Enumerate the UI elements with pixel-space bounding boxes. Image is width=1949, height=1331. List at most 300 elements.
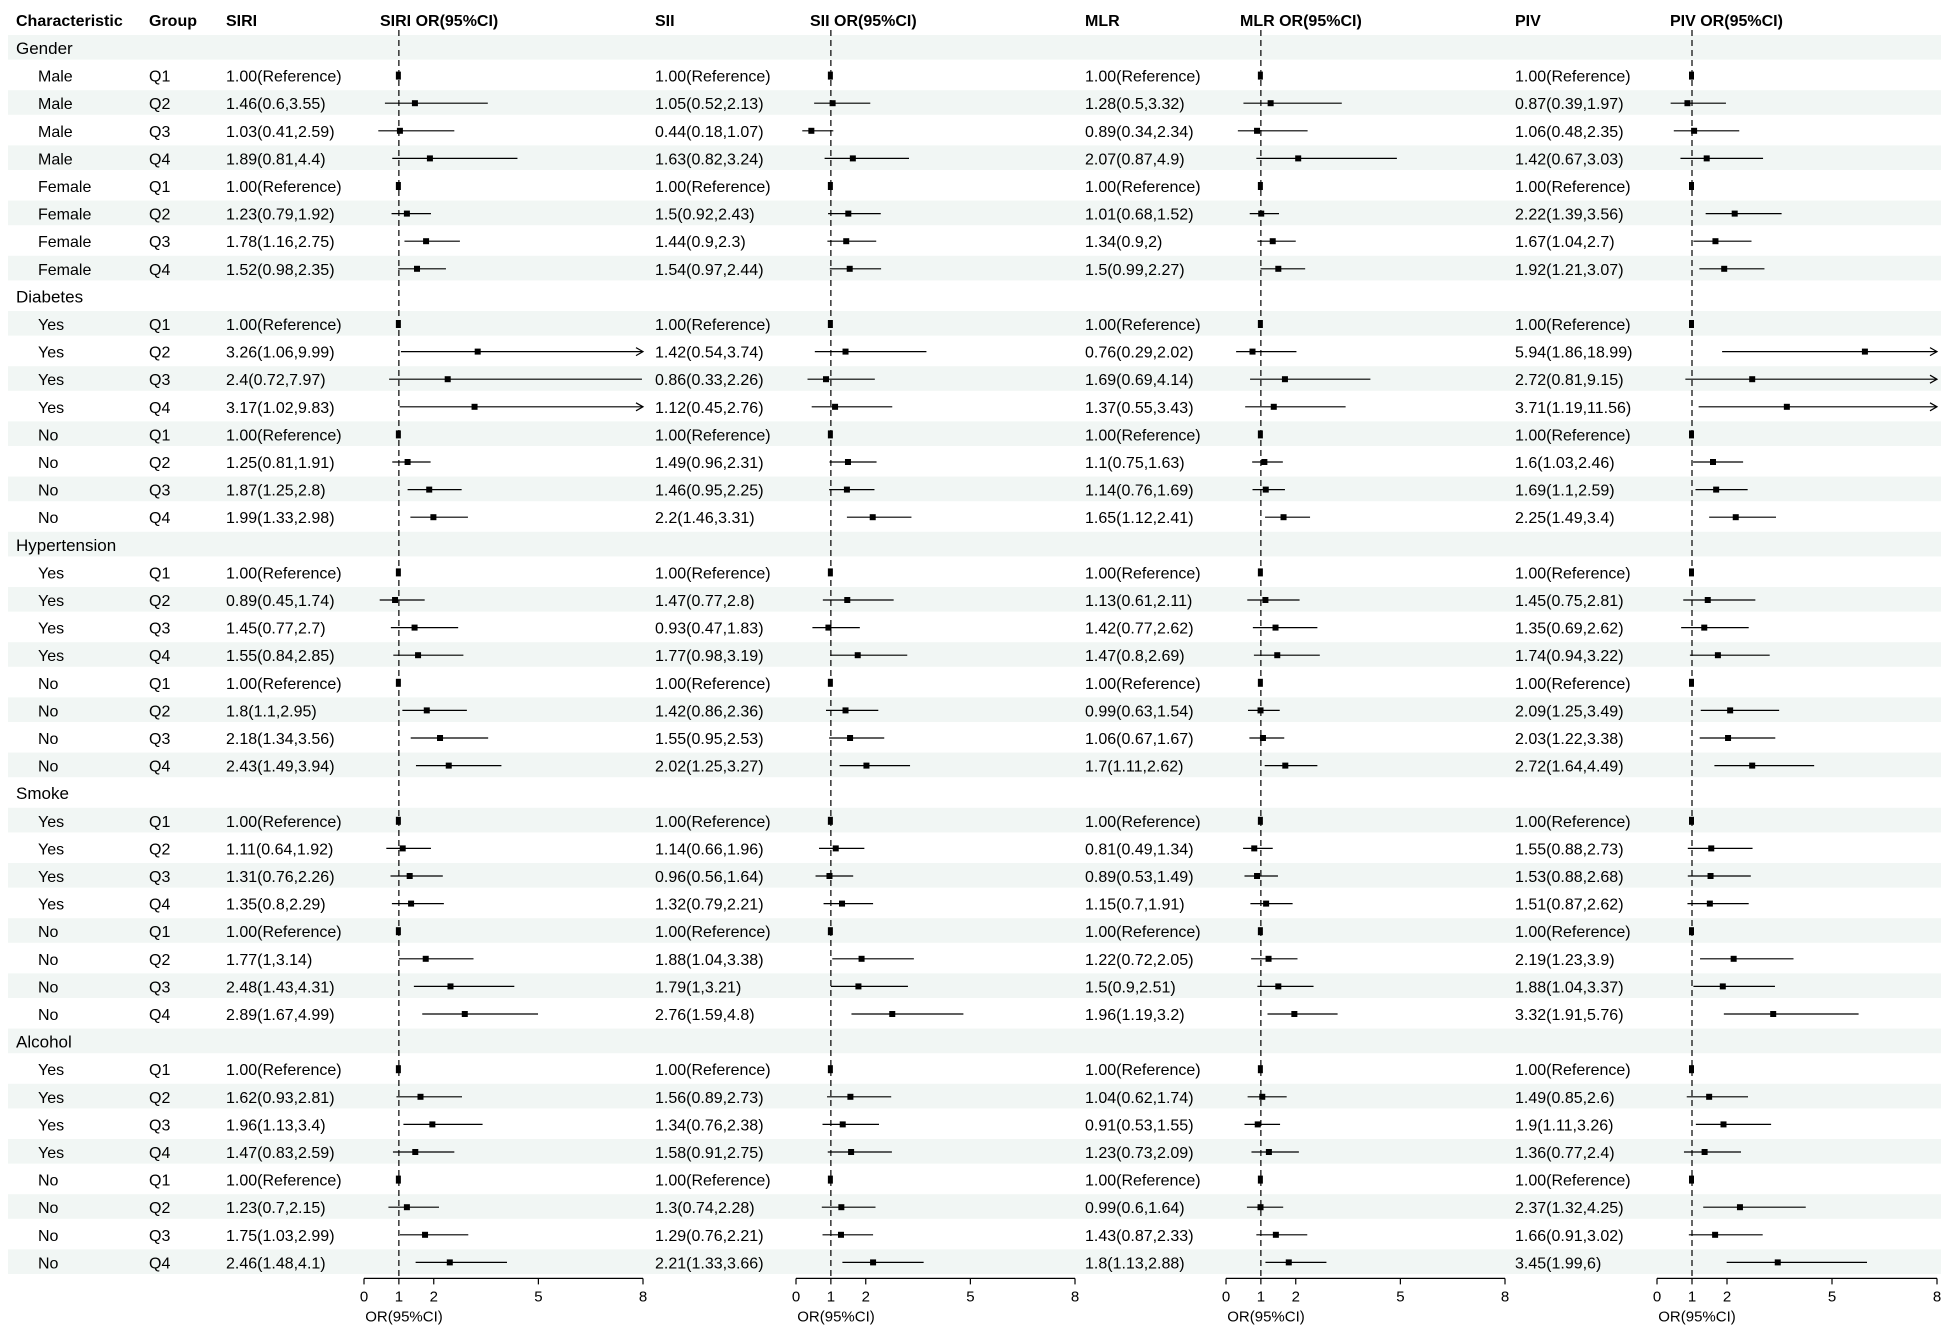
point-estimate (1721, 266, 1727, 272)
x-tick-label: 2 (861, 1288, 870, 1306)
subgroup-label: Female (38, 261, 92, 279)
x-tick-label: 5 (1827, 1288, 1837, 1306)
column-header: Characteristic (16, 13, 123, 30)
quartile-label: Q2 (149, 593, 171, 610)
subgroup-label: No (38, 1007, 59, 1024)
or-value-text: 1.52(0.98,2.35) (226, 261, 335, 279)
or-value-text: 1.00(Reference) (1085, 427, 1201, 445)
point-estimate (1727, 707, 1733, 713)
point-estimate (437, 735, 443, 741)
quartile-label: Q4 (149, 648, 171, 666)
subgroup-label: No (38, 951, 59, 969)
or-value-text: 1.00(Reference) (655, 317, 771, 334)
point-estimate (1255, 1121, 1261, 1127)
or-value-text: 2.76(1.59,4.8) (655, 1007, 755, 1024)
point-estimate (843, 349, 849, 355)
point-estimate (850, 155, 856, 161)
point-estimate (1268, 100, 1274, 106)
subgroup-label: Yes (38, 1145, 65, 1162)
point-estimate (1707, 901, 1713, 907)
point-estimate (1737, 1204, 1743, 1210)
subgroup-label: No (38, 510, 59, 528)
point-estimate (1749, 376, 1755, 382)
or-value-text: 1.00(Reference) (655, 813, 771, 831)
point-estimate (1259, 1094, 1265, 1100)
or-value-text: 1.44(0.9,2.3) (655, 234, 746, 252)
quartile-label: Q4 (149, 758, 171, 776)
quartile-label: Q1 (149, 675, 171, 693)
point-estimate (1281, 514, 1287, 520)
point-estimate (429, 1121, 435, 1127)
point-estimate (412, 1149, 418, 1155)
or-value-text: 3.26(1.06,9.99) (226, 344, 335, 362)
subgroup-label: Male (38, 68, 73, 86)
or-value-text: 3.32(1.91,5.76) (1515, 1007, 1624, 1024)
quartile-label: Q2 (149, 1200, 171, 1218)
section-label: Hypertension (16, 535, 117, 555)
x-tick-label: 0 (791, 1288, 801, 1306)
or-value-text: 1.00(Reference) (1515, 924, 1631, 942)
quartile-label: Q1 (149, 813, 171, 831)
or-value-text: 1.00(Reference) (1085, 1062, 1201, 1080)
or-value-text: 1.5(0.92,2.43) (655, 206, 755, 224)
or-value-text: 1.49(0.85,2.6) (1515, 1089, 1615, 1107)
point-estimate (1710, 459, 1716, 465)
point-estimate (838, 1204, 844, 1210)
point-estimate (1295, 155, 1301, 161)
or-value-text: 0.81(0.49,1.34) (1085, 841, 1194, 859)
or-value-text: 1.36(0.77,2.4) (1515, 1145, 1615, 1162)
point-estimate (414, 266, 420, 272)
or-value-text: 1.56(0.89,2.73) (655, 1089, 764, 1107)
or-value-text: 0.44(0.18,1.07) (655, 123, 764, 141)
quartile-label: Q1 (149, 565, 171, 583)
x-tick-label: 0 (359, 1288, 369, 1306)
point-estimate (1708, 873, 1714, 879)
or-value-text: 1.00(Reference) (655, 427, 771, 445)
or-value-text: 1.14(0.76,1.69) (1085, 482, 1194, 500)
subgroup-label: No (38, 703, 59, 721)
or-value-text: 2.37(1.32,4.25) (1515, 1200, 1624, 1218)
point-estimate (1262, 597, 1268, 603)
point-estimate (844, 597, 850, 603)
subgroup-label: Yes (38, 372, 65, 390)
or-value-text: 1.03(0.41,2.59) (226, 123, 335, 141)
quartile-label: Q2 (149, 206, 171, 224)
or-value-text: 1.77(0.98,3.19) (655, 648, 764, 666)
point-estimate (1784, 404, 1790, 410)
point-estimate (430, 514, 436, 520)
point-estimate (1708, 845, 1714, 851)
x-tick-label: 5 (1396, 1288, 1405, 1306)
subgroup-label: Male (38, 96, 73, 114)
or-value-text: 1.00(Reference) (1085, 317, 1201, 334)
point-estimate (1254, 128, 1260, 134)
or-value-text: 1.96(1.19,3.2) (1085, 1007, 1185, 1024)
x-tick-label: 8 (1932, 1288, 1942, 1306)
or-value-text: 1.3(0.74,2.28) (655, 1200, 755, 1218)
point-estimate (1684, 100, 1690, 106)
or-value-text: 0.96(0.56,1.64) (655, 869, 764, 886)
or-value-text: 1.31(0.76,2.26) (226, 869, 335, 886)
point-estimate (404, 211, 410, 217)
quartile-label: Q3 (149, 234, 171, 252)
point-estimate (462, 1011, 468, 1017)
or-value-text: 1.00(Reference) (1515, 427, 1631, 445)
or-value-text: 2.18(1.34,3.56) (226, 731, 335, 748)
point-estimate (407, 873, 413, 879)
or-value-text: 2.21(1.33,3.66) (655, 1255, 764, 1273)
subgroup-label: Yes (38, 1117, 65, 1135)
x-axis-label: OR(95%CI) (797, 1308, 875, 1326)
subgroup-label: No (38, 675, 59, 693)
point-estimate (1263, 487, 1269, 493)
column-header: SII OR(95%CI) (810, 13, 917, 30)
point-estimate (1274, 652, 1280, 658)
or-value-text: 1.00(Reference) (1515, 675, 1631, 693)
or-value-text: 0.99(0.6,1.64) (1085, 1200, 1185, 1218)
or-value-text: 1.89(0.81,4.4) (226, 151, 326, 169)
or-value-text: 0.93(0.47,1.83) (655, 620, 764, 638)
quartile-label: Q4 (149, 399, 171, 417)
or-value-text: 2.03(1.22,3.38) (1515, 731, 1624, 748)
or-value-text: 1.5(0.9,2.51) (1085, 979, 1176, 997)
quartile-label: Q3 (149, 731, 171, 748)
x-tick-label: 1 (826, 1288, 836, 1306)
or-value-text: 1.62(0.93,2.81) (226, 1089, 335, 1107)
point-estimate (847, 735, 853, 741)
subgroup-label: Female (38, 179, 92, 196)
quartile-label: Q2 (149, 951, 171, 969)
point-estimate (1731, 956, 1737, 962)
or-value-text: 1.88(1.04,3.37) (1515, 979, 1624, 997)
point-estimate (855, 652, 861, 658)
quartile-label: Q1 (149, 1062, 171, 1080)
quartile-label: Q4 (149, 1255, 171, 1273)
or-value-text: 1.6(1.03,2.46) (1515, 455, 1615, 472)
x-tick-label: 2 (1291, 1288, 1300, 1306)
point-estimate (1271, 404, 1277, 410)
point-estimate (472, 404, 478, 410)
or-value-text: 1.15(0.7,1.91) (1085, 896, 1185, 914)
point-estimate (1254, 873, 1260, 879)
point-estimate (447, 983, 453, 989)
point-estimate (1275, 983, 1281, 989)
point-estimate (843, 238, 849, 244)
point-estimate (847, 266, 853, 272)
quartile-label: Q2 (149, 455, 171, 472)
x-tick-label: 8 (1500, 1288, 1510, 1306)
point-estimate (844, 487, 850, 493)
point-estimate (1273, 625, 1279, 631)
or-value-text: 1.65(1.12,2.41) (1085, 510, 1194, 528)
or-value-text: 1.78(1.16,2.75) (226, 234, 335, 252)
column-header: MLR (1085, 13, 1120, 30)
point-estimate (1704, 155, 1710, 161)
quartile-label: Q3 (149, 1227, 171, 1245)
subgroup-label: Yes (38, 869, 65, 886)
point-estimate (840, 1121, 846, 1127)
point-estimate (1702, 1149, 1708, 1155)
point-estimate (1291, 1011, 1297, 1017)
subgroup-label: Yes (38, 317, 65, 334)
point-estimate (1732, 211, 1738, 217)
or-value-text: 1.69(0.69,4.14) (1085, 372, 1194, 390)
subgroup-label: Yes (38, 1062, 65, 1080)
quartile-label: Q3 (149, 1117, 171, 1135)
or-value-text: 1.00(Reference) (655, 1062, 771, 1080)
or-value-text: 1.51(0.87,2.62) (1515, 896, 1624, 914)
or-value-text: 2.02(1.25,3.27) (655, 758, 764, 776)
point-estimate (855, 983, 861, 989)
or-value-text: 1.00(Reference) (226, 924, 342, 942)
or-value-text: 1.75(1.03,2.99) (226, 1227, 335, 1245)
point-estimate (412, 100, 418, 106)
or-value-text: 1.00(Reference) (655, 1172, 771, 1190)
or-value-text: 1.00(Reference) (655, 179, 771, 196)
or-value-text: 1.87(1.25,2.8) (226, 482, 326, 500)
or-value-text: 1.00(Reference) (655, 924, 771, 942)
or-value-text: 1.47(0.8,2.69) (1085, 648, 1185, 666)
point-estimate (1286, 1259, 1292, 1265)
quartile-label: Q4 (149, 261, 171, 279)
or-value-text: 1.00(Reference) (655, 675, 771, 693)
point-estimate (400, 845, 406, 851)
point-estimate (1282, 763, 1288, 769)
subgroup-label: Male (38, 123, 73, 141)
or-value-text: 1.00(Reference) (226, 675, 342, 693)
column-header: SIRI (226, 13, 258, 30)
or-value-text: 0.86(0.33,2.26) (655, 372, 764, 390)
or-value-text: 1.25(0.81,1.91) (226, 455, 335, 472)
or-value-text: 1.46(0.95,2.25) (655, 482, 764, 500)
point-estimate (1775, 1259, 1781, 1265)
quartile-label: Q3 (149, 869, 171, 886)
or-value-text: 3.71(1.19,11.56) (1515, 399, 1632, 417)
or-value-text: 2.46(1.48,4.1) (226, 1255, 326, 1273)
quartile-label: Q1 (149, 179, 171, 196)
or-value-text: 1.13(0.61,2.11) (1085, 593, 1193, 610)
quartile-label: Q4 (149, 1145, 171, 1162)
or-value-text: 0.89(0.53,1.49) (1085, 869, 1194, 886)
or-value-text: 2.07(0.87,4.9) (1085, 151, 1185, 169)
point-estimate (1701, 625, 1707, 631)
subgroup-label: No (38, 924, 59, 942)
subgroup-label: No (38, 1200, 59, 1218)
point-estimate (848, 1149, 854, 1155)
point-estimate (1713, 487, 1719, 493)
x-tick-label: 5 (966, 1288, 975, 1306)
or-value-text: 1.43(0.87,2.33) (1085, 1227, 1194, 1245)
x-tick-label: 1 (1256, 1288, 1266, 1306)
or-value-text: 1.35(0.69,2.62) (1515, 620, 1624, 638)
or-value-text: 1.00(Reference) (1085, 813, 1201, 831)
point-estimate (1273, 1232, 1279, 1238)
x-tick-label: 2 (429, 1288, 438, 1306)
or-value-text: 1.69(1.1,2.59) (1515, 482, 1615, 500)
point-estimate (397, 128, 403, 134)
point-estimate (475, 349, 481, 355)
or-value-text: 1.88(1.04,3.38) (655, 951, 764, 969)
row-band (8, 35, 1941, 60)
or-value-text: 1.00(Reference) (1085, 179, 1201, 196)
point-estimate (1251, 845, 1257, 851)
or-value-text: 2.48(1.43,4.31) (226, 979, 335, 997)
x-tick-label: 1 (394, 1288, 404, 1306)
or-value-text: 1.01(0.68,1.52) (1085, 206, 1194, 224)
x-tick-label: 8 (1070, 1288, 1080, 1306)
point-estimate (1266, 956, 1272, 962)
or-value-text: 2.4(0.72,7.97) (226, 372, 326, 390)
or-value-text: 1.55(0.88,2.73) (1515, 841, 1624, 859)
or-value-text: 3.45(1.99,6) (1515, 1255, 1602, 1273)
quartile-label: Q1 (149, 317, 171, 334)
point-estimate (832, 404, 838, 410)
x-tick-label: 2 (1722, 1288, 1732, 1306)
or-value-text: 1.00(Reference) (655, 68, 771, 86)
or-value-text: 1.77(1,3.14) (226, 951, 313, 969)
point-estimate (843, 707, 849, 713)
subgroup-label: Female (38, 206, 92, 224)
point-estimate (808, 128, 814, 134)
point-estimate (424, 707, 430, 713)
or-value-text: 1.00(Reference) (1515, 179, 1631, 196)
subgroup-label: Yes (38, 813, 65, 831)
point-estimate (845, 211, 851, 217)
x-axis-label: OR(95%CI) (1227, 1308, 1305, 1326)
or-value-text: 1.5(0.99,2.27) (1085, 261, 1185, 279)
point-estimate (1282, 376, 1288, 382)
or-value-text: 1.42(0.77,2.62) (1085, 620, 1194, 638)
subgroup-label: No (38, 731, 59, 748)
subgroup-label: Yes (38, 593, 65, 610)
or-value-text: 1.06(0.67,1.67) (1085, 731, 1194, 748)
or-value-text: 1.00(Reference) (1085, 924, 1201, 942)
or-value-text: 1.46(0.6,3.55) (226, 96, 326, 114)
or-value-text: 1.00(Reference) (1085, 68, 1201, 86)
column-header: MLR OR(95%CI) (1240, 13, 1362, 30)
column-header: SII (655, 13, 675, 30)
quartile-label: Q1 (149, 924, 171, 942)
or-value-text: 1.22(0.72,2.05) (1085, 951, 1194, 969)
point-estimate (1725, 735, 1731, 741)
or-value-text: 1.00(Reference) (1515, 813, 1631, 831)
point-estimate (1266, 1149, 1272, 1155)
point-estimate (408, 901, 414, 907)
x-tick-label: 5 (534, 1288, 543, 1306)
quartile-label: Q3 (149, 979, 171, 997)
subgroup-label: Yes (38, 841, 65, 859)
point-estimate (1712, 238, 1718, 244)
or-value-text: 1.14(0.66,1.96) (655, 841, 764, 859)
point-estimate (1261, 459, 1267, 465)
row-band (8, 1029, 1941, 1054)
point-estimate (1263, 901, 1269, 907)
x-tick-label: 0 (1652, 1288, 1662, 1306)
or-value-text: 1.00(Reference) (1085, 565, 1201, 583)
subgroup-label: Yes (38, 344, 65, 362)
or-value-text: 1.47(0.77,2.8) (655, 593, 755, 610)
subgroup-label: No (38, 1172, 59, 1190)
subgroup-label: Yes (38, 565, 65, 583)
quartile-label: Q3 (149, 482, 171, 500)
point-estimate (889, 1011, 895, 1017)
point-estimate (1733, 514, 1739, 520)
point-estimate (427, 155, 433, 161)
or-value-text: 1.45(0.77,2.7) (226, 620, 326, 638)
subgroup-label: No (38, 1255, 59, 1273)
column-header: Group (149, 13, 197, 30)
subgroup-label: Yes (38, 896, 65, 914)
section-label: Diabetes (16, 287, 84, 307)
or-value-text: 1.11(0.64,1.92) (226, 841, 334, 859)
subgroup-label: No (38, 427, 59, 445)
or-value-text: 1.00(Reference) (1515, 317, 1631, 334)
or-value-text: 1.99(1.33,2.98) (226, 510, 335, 528)
point-estimate (445, 376, 451, 382)
or-value-text: 1.05(0.52,2.13) (655, 96, 764, 114)
quartile-label: Q2 (149, 703, 171, 721)
or-value-text: 2.19(1.23,3.9) (1515, 951, 1615, 969)
point-estimate (870, 514, 876, 520)
quartile-label: Q1 (149, 427, 171, 445)
quartile-label: Q2 (149, 96, 171, 114)
quartile-label: Q3 (149, 620, 171, 638)
or-value-text: 1.32(0.79,2.21) (655, 896, 764, 914)
or-value-text: 1.23(0.79,1.92) (226, 206, 335, 224)
or-value-text: 1.96(1.13,3.4) (226, 1117, 326, 1135)
or-value-text: 1.00(Reference) (226, 179, 342, 196)
point-estimate (1721, 1121, 1727, 1127)
point-estimate (404, 1204, 410, 1210)
subgroup-label: No (38, 455, 59, 472)
point-estimate (422, 1232, 428, 1238)
or-value-text: 1.58(0.91,2.75) (655, 1145, 764, 1162)
or-value-text: 1.49(0.96,2.31) (655, 455, 764, 472)
or-value-text: 1.8(1.1,2.95) (226, 703, 317, 721)
point-estimate (417, 1094, 423, 1100)
or-value-text: 2.22(1.39,3.56) (1515, 206, 1624, 224)
quartile-label: Q3 (149, 123, 171, 141)
or-value-text: 1.28(0.5,3.32) (1085, 96, 1185, 114)
or-value-text: 3.17(1.02,9.83) (226, 399, 335, 417)
subgroup-label: Male (38, 151, 73, 169)
or-value-text: 1.35(0.8,2.29) (226, 896, 326, 914)
or-value-text: 1.00(Reference) (226, 813, 342, 831)
section-label: Smoke (16, 784, 69, 804)
x-axis-label: OR(95%CI) (365, 1308, 443, 1326)
or-value-text: 1.00(Reference) (226, 68, 342, 86)
point-estimate (1770, 1011, 1776, 1017)
or-value-text: 1.55(0.95,2.53) (655, 731, 764, 748)
subgroup-label: Yes (38, 648, 65, 666)
subgroup-label: No (38, 1227, 59, 1245)
or-value-text: 1.9(1.11,3.26) (1515, 1117, 1614, 1135)
subgroup-label: Female (38, 234, 92, 252)
point-estimate (1250, 349, 1256, 355)
quartile-label: Q2 (149, 1089, 171, 1107)
column-header: PIV (1515, 13, 1541, 30)
or-value-text: 1.54(0.97,2.44) (655, 261, 764, 279)
quartile-label: Q1 (149, 1172, 171, 1190)
point-estimate (392, 597, 398, 603)
or-value-text: 1.00(Reference) (226, 427, 342, 445)
or-value-text: 1.00(Reference) (1515, 1062, 1631, 1080)
or-value-text: 1.34(0.9,2) (1085, 234, 1163, 252)
or-value-text: 0.99(0.63,1.54) (1085, 703, 1194, 721)
point-estimate (1749, 763, 1755, 769)
or-value-text: 1.00(Reference) (1515, 68, 1631, 86)
